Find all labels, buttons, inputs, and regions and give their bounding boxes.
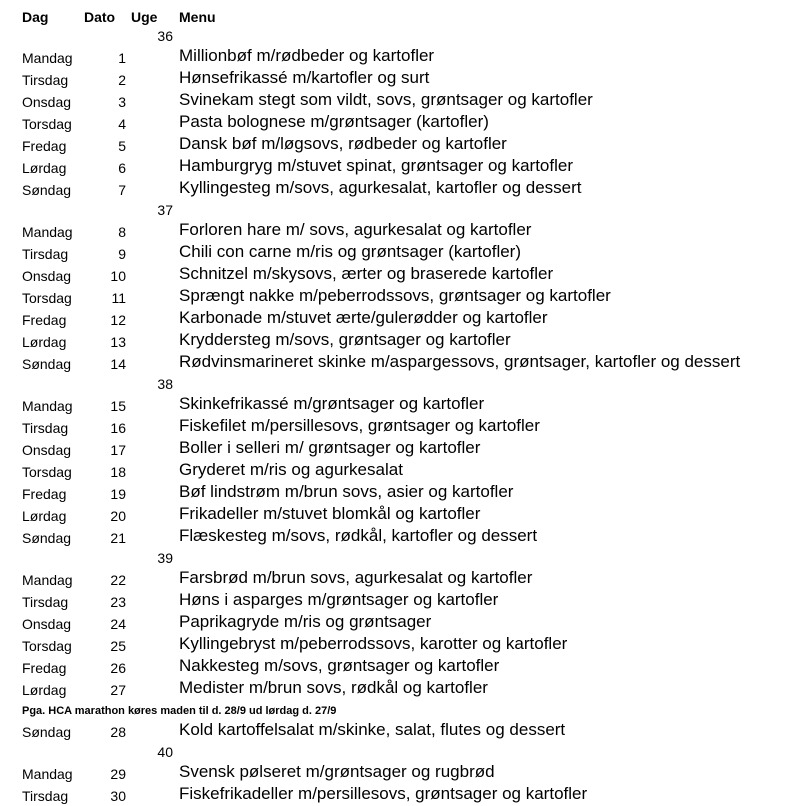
date-cell: 7 xyxy=(118,182,126,198)
table-row xyxy=(0,656,794,678)
date-cell: 29 xyxy=(110,766,126,782)
table-row xyxy=(0,90,794,112)
menu-cell: Medister m/brun sovs, rødkål og kartofler xyxy=(179,678,488,697)
menu-cell: Karbonade m/stuvet ærte/gulerødder og kartofler xyxy=(179,308,548,327)
menu-cell: Dansk bøf m/løgsovs, rødbeder og kartofler xyxy=(179,134,507,153)
day-cell: Mandag xyxy=(22,766,73,782)
table-row xyxy=(0,526,794,548)
date-cell: 26 xyxy=(110,660,126,676)
menu-cell: Pasta bolognese m/grøntsager (kartofler) xyxy=(179,112,489,131)
date-cell: 9 xyxy=(118,246,126,262)
date-cell: 2 xyxy=(118,72,126,88)
day-cell: Søndag xyxy=(22,724,72,740)
table-row xyxy=(0,460,794,482)
week-number: 38 xyxy=(157,376,173,392)
day-cell: Onsdag xyxy=(22,442,72,458)
menu-cell: Chili con carne m/ris og grøntsager (kartofler) xyxy=(179,242,522,261)
date-cell: 4 xyxy=(118,116,126,132)
day-cell: Tirsdag xyxy=(22,72,69,88)
table-row xyxy=(0,416,794,438)
day-cell: Torsdag xyxy=(22,290,72,306)
menu-cell: Boller i selleri m/ grøntsager og kartofler xyxy=(179,438,481,457)
menu-cell: Fiskefrikadeller m/persillesovs, grøntsager og kartofler xyxy=(179,784,588,803)
menu-cell: Høns i asparges m/grøntsager og kartofler xyxy=(179,590,499,609)
table-row xyxy=(0,134,794,156)
header-dato: Dato xyxy=(84,9,116,25)
menu-cell: Sprængt nakke m/peberrodssovs, grøntsager og kartofler xyxy=(179,286,611,305)
day-cell: Lørdag xyxy=(22,508,67,524)
date-cell: 17 xyxy=(110,442,126,458)
day-cell: Fredag xyxy=(22,138,67,154)
table-row xyxy=(0,178,794,200)
table-row xyxy=(0,394,794,416)
marathon-note: Pga. HCA marathon køres maden til d. 28/9 ud lørdag d. 27/9 xyxy=(22,705,337,717)
date-cell: 25 xyxy=(110,638,126,654)
table-row xyxy=(0,330,794,352)
table-row xyxy=(0,784,794,806)
table-row xyxy=(0,242,794,264)
day-cell: Torsdag xyxy=(22,464,72,480)
day-cell: Torsdag xyxy=(22,116,72,132)
day-cell: Tirsdag xyxy=(22,594,69,610)
table-row xyxy=(0,286,794,308)
note-row xyxy=(0,700,794,720)
table-row xyxy=(0,68,794,90)
date-cell: 30 xyxy=(110,788,126,804)
day-cell: Tirsdag xyxy=(22,788,69,804)
day-cell: Mandag xyxy=(22,50,73,66)
date-cell: 28 xyxy=(110,724,126,740)
day-cell: Onsdag xyxy=(22,268,72,284)
table-row xyxy=(0,762,794,784)
week-number: 40 xyxy=(157,744,173,760)
menu-cell: Gryderet m/ris og agurkesalat xyxy=(179,460,403,479)
day-cell: Fredag xyxy=(22,660,67,676)
date-cell: 14 xyxy=(110,356,126,372)
week-row xyxy=(0,26,794,46)
menu-cell: Kryddersteg m/sovs, grøntsager og kartofler xyxy=(179,330,511,349)
date-cell: 21 xyxy=(110,530,126,546)
table-row xyxy=(0,352,794,374)
date-cell: 6 xyxy=(118,160,126,176)
day-cell: Søndag xyxy=(22,530,72,546)
table-row xyxy=(0,720,794,742)
day-cell: Fredag xyxy=(22,312,67,328)
table-row xyxy=(0,308,794,330)
table-row xyxy=(0,438,794,460)
table-row xyxy=(0,504,794,526)
week-row xyxy=(0,548,794,568)
day-cell: Onsdag xyxy=(22,616,72,632)
date-cell: 18 xyxy=(110,464,126,480)
menu-cell: Forloren hare m/ sovs, agurkesalat og kartofler xyxy=(179,220,532,239)
menu-cell: Flæskesteg m/sovs, rødkål, kartofler og dessert xyxy=(179,526,538,545)
menu-cell: Svinekam stegt som vildt, sovs, grøntsager og kartofler xyxy=(179,90,593,109)
week-row xyxy=(0,200,794,220)
header-uge: Uge xyxy=(131,9,158,25)
header-dag: Dag xyxy=(22,9,49,25)
day-cell: Lørdag xyxy=(22,160,67,176)
menu-cell: Svensk pølseret m/grøntsager og rugbrød xyxy=(179,762,495,781)
date-cell: 15 xyxy=(110,398,126,414)
date-cell: 20 xyxy=(110,508,126,524)
day-cell: Onsdag xyxy=(22,94,72,110)
day-cell: Søndag xyxy=(22,182,72,198)
menu-cell: Schnitzel m/skysovs, ærter og braserede kartofler xyxy=(179,264,554,283)
date-cell: 22 xyxy=(110,572,126,588)
table-row xyxy=(0,156,794,178)
day-cell: Mandag xyxy=(22,224,73,240)
table-row xyxy=(0,46,794,68)
menu-cell: Nakkesteg m/sovs, grøntsager og kartofler xyxy=(179,656,500,675)
table-row xyxy=(0,568,794,590)
date-cell: 11 xyxy=(111,290,126,306)
date-cell: 5 xyxy=(118,138,126,154)
menu-cell: Hønsefrikassé m/kartofler og surt xyxy=(179,68,430,87)
table-row xyxy=(0,482,794,504)
day-cell: Fredag xyxy=(22,486,67,502)
date-cell: 12 xyxy=(110,312,126,328)
day-cell: Tirsdag xyxy=(22,246,69,262)
table-row xyxy=(0,612,794,634)
menu-cell: Frikadeller m/stuvet blomkål og kartofler xyxy=(179,504,481,523)
day-cell: Tirsdag xyxy=(22,420,69,436)
date-cell: 13 xyxy=(110,334,126,350)
date-cell: 16 xyxy=(110,420,126,436)
day-cell: Mandag xyxy=(22,398,73,414)
menu-cell: Hamburgryg m/stuvet spinat, grøntsager og kartofler xyxy=(179,156,573,175)
date-cell: 3 xyxy=(118,94,126,110)
day-cell: Lørdag xyxy=(22,682,67,698)
week-number: 37 xyxy=(157,202,173,218)
menu-cell: Farsbrød m/brun sovs, agurkesalat og kartofler xyxy=(179,568,533,587)
menu-cell: Bøf lindstrøm m/brun sovs, asier og kartofler xyxy=(179,482,514,501)
table-row xyxy=(0,264,794,286)
day-cell: Mandag xyxy=(22,572,73,588)
week-row xyxy=(0,742,794,762)
menu-cell: Rødvinsmarineret skinke m/aspargessovs, grøntsager, kartofler og dessert xyxy=(179,352,741,371)
date-cell: 27 xyxy=(110,682,126,698)
date-cell: 19 xyxy=(110,486,126,502)
menu-cell: Millionbøf m/rødbeder og kartofler xyxy=(179,46,435,65)
table-row xyxy=(0,112,794,134)
day-cell: Torsdag xyxy=(22,638,72,654)
table-row xyxy=(0,220,794,242)
day-cell: Lørdag xyxy=(22,334,67,350)
menu-cell: Fiskefilet m/persillesovs, grøntsager og kartofler xyxy=(179,416,540,435)
date-cell: 23 xyxy=(110,594,126,610)
menu-cell: Kyllingesteg m/sovs, agurkesalat, kartofler og dessert xyxy=(179,178,582,197)
date-cell: 1 xyxy=(118,50,126,66)
week-number: 39 xyxy=(157,550,173,566)
date-cell: 10 xyxy=(110,268,126,284)
day-cell: Søndag xyxy=(22,356,72,372)
header-menu: Menu xyxy=(179,9,216,25)
table-row xyxy=(0,678,794,700)
menu-cell: Kyllingebryst m/peberrodssovs, karotter og kartofler xyxy=(179,634,568,653)
menu-cell: Skinkefrikassé m/grøntsager og kartofler xyxy=(179,394,485,413)
date-cell: 8 xyxy=(118,224,126,240)
table-row xyxy=(0,590,794,612)
date-cell: 24 xyxy=(110,616,126,632)
week-row xyxy=(0,374,794,394)
week-number: 36 xyxy=(157,28,173,44)
table-row xyxy=(0,634,794,656)
menu-cell: Kold kartoffelsalat m/skinke, salat, flutes og dessert xyxy=(179,720,566,739)
menu-cell: Paprikagryde m/ris og grøntsager xyxy=(179,612,432,631)
